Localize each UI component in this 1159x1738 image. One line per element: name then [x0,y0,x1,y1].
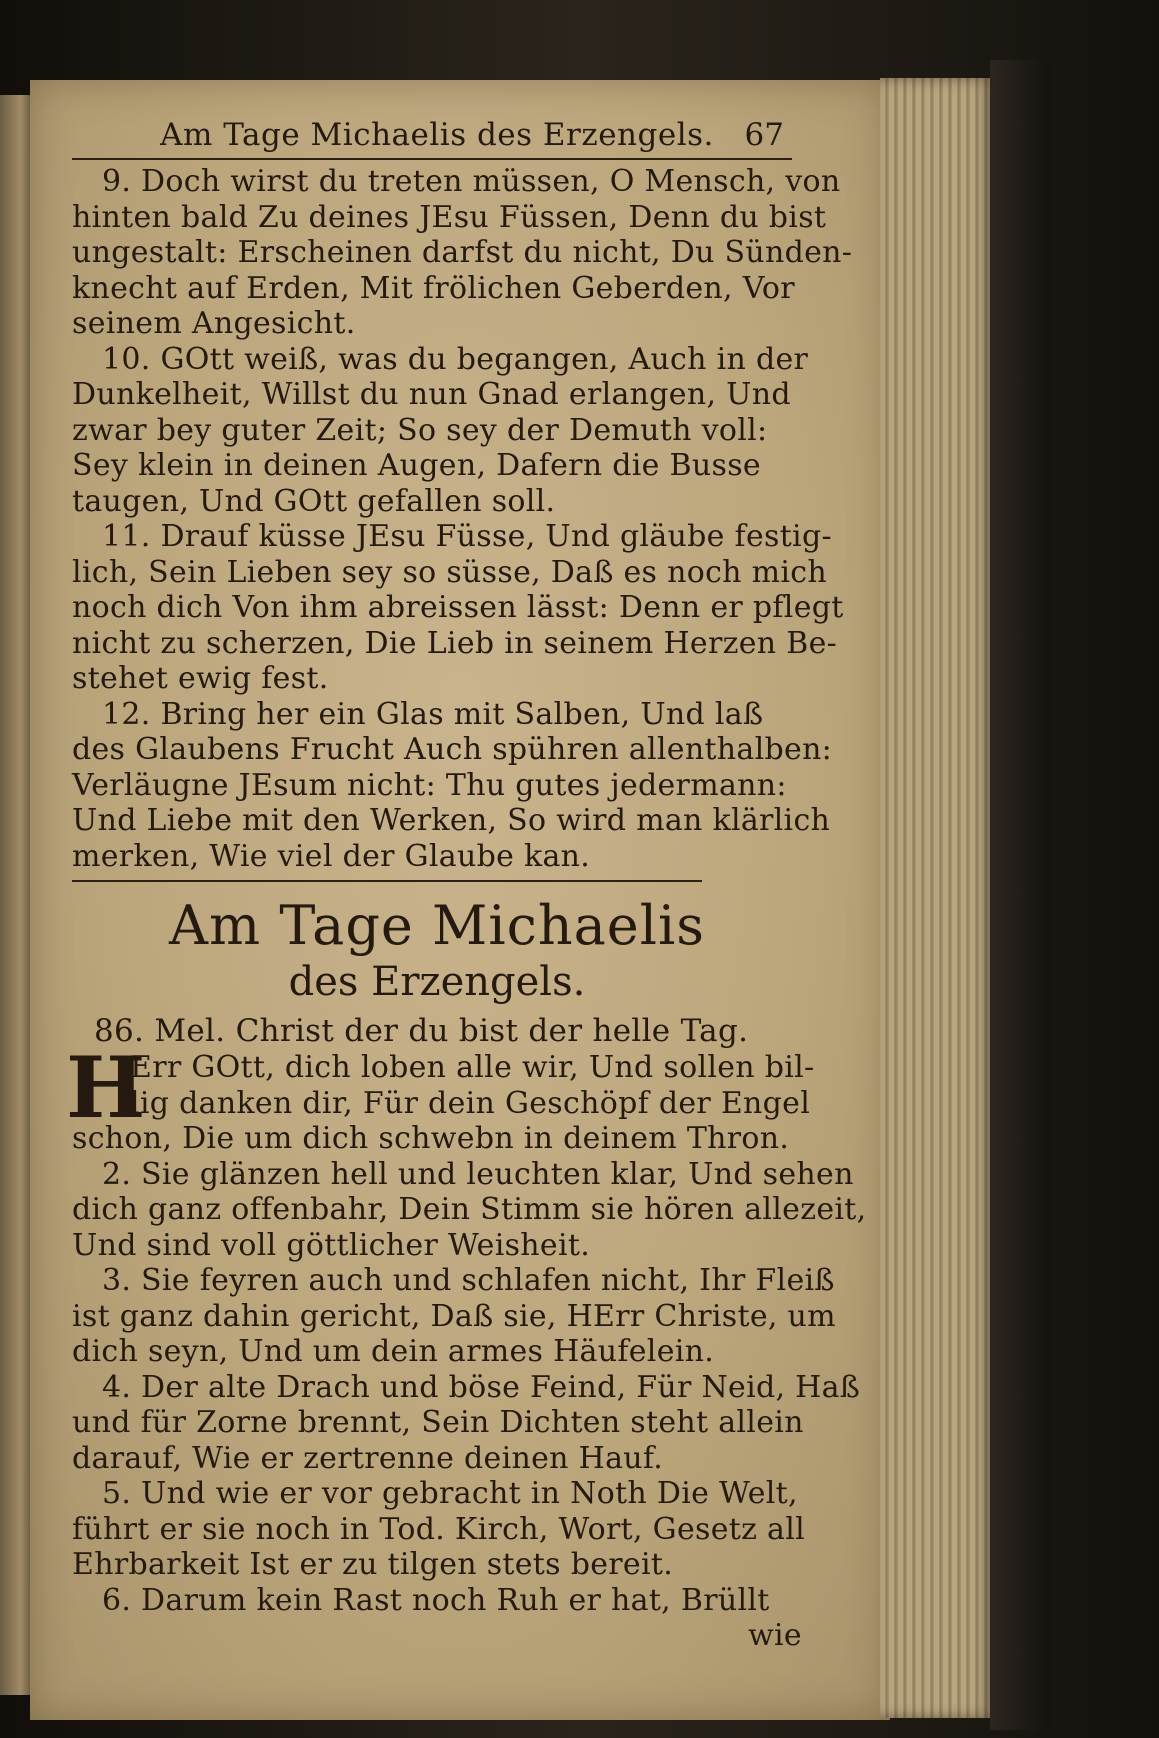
verse-line: seinem Angesicht. [72,306,356,341]
verse-line: führt er sie noch in Tod. Kirch, Wort, Gesetz all [72,1511,806,1547]
verse-2 [72,1156,867,1264]
verse-line: taugen, Und GOtt gefallen soll. [72,483,556,519]
verse-6 [72,1583,802,1619]
page-text [66,117,867,1654]
verse-3 [72,1263,836,1370]
verse-line: des Glaubens Frucht Auch spühren allenthalben: [72,732,833,767]
verse-line: schon, Die um dich schwebn in deinem Thron. [72,1121,790,1156]
verse-line: lich, Sein Lieben sey so süsse, Daß es noch mich [72,554,827,590]
melody-line: 86. Mel. Christ der du bist der helle Tag. [94,1013,749,1049]
verse-line: stehet ewig fest. [72,661,329,696]
verse-line: Und Liebe mit den Werken, So wird man klärlich [72,803,831,838]
catchword: wie [748,1618,802,1653]
verse-line: 9. Doch wirst du treten müssen, O Mensch, von [102,164,841,199]
verse-line: Sey klein in deinen Augen, Dafern die Busse [72,448,761,483]
verse-line: Verläugne JEsum nicht: Thu gutes jedermann: [72,767,787,803]
verse-line: 5. Und wie er vor gebracht in Noth Die Welt, [102,1476,798,1511]
verse-line: darauf, Wie er zertrenne deinen Hauf. [72,1440,664,1476]
verse-line: dich ganz offenbahr, Dein Stimm sie hören allezeit, [72,1192,867,1227]
verse-12 [72,696,833,875]
page-stack-edge [880,78,995,1718]
verse-10 [72,341,809,520]
verse-line: Und sind voll göttlicher Weisheit. [72,1227,591,1263]
verse-line: ist ganz dahin gericht, Daß sie, HErr Christe, um [72,1298,836,1334]
verse-line: 4. Der alte Drach und böse Feind, Für Neid, Haß [102,1369,861,1405]
verse-line: hinten bald Zu deines JEsu Füssen, Denn du bist [72,199,827,235]
verse-line: lig danken dir, Für dein Geschöpf der Engel [130,1085,811,1121]
running-head-title: Am Tage Michaelis des Erzengels. [160,117,714,153]
verse-line: nicht zu scherzen, Die Lieb in seinem Herzen Be- [72,625,838,661]
verse-line: 12. Bring her ein Glas mit Salben, Und laß [102,696,764,732]
section-rule [72,880,702,882]
section-subheading: des Erzengels. [288,959,586,1005]
verse-4 [72,1369,861,1477]
running-head [72,118,802,158]
verse-line: zwar bey guter Zeit; So sey der Demuth voll: [72,412,768,448]
verse-line: 2. Sie glänzen hell und leuchten klar, Und sehen [102,1156,854,1192]
verse-line: ungestalt: Erscheinen darfst du nicht, Du Sünden- [72,235,853,270]
verse-line: merken, Wie viel der Glaube kan. [72,838,591,874]
verse-5 [72,1476,806,1583]
verse-11 [72,519,844,697]
verse-1 [66,1038,815,1157]
book-cover-edge [990,60,1050,1730]
verse-line: Err GOtt, dich loben alle wir, Und sollen bil- [130,1050,815,1085]
verse-line: 3. Sie feyren auch und schlafen nicht, Ihr Fleiß [102,1263,835,1298]
verse-line: Ehrbarkeit Ist er zu tilgen stets bereit. [72,1547,674,1582]
verse-line: 6. Darum kein Rast noch Ruh er hat, Brüllt [102,1582,770,1618]
verse-line: und für Zorne brennt, Sein Dichten steht allein [72,1405,804,1440]
verse-line: Dunkelheit, Willst du nun Gnad erlangen, Und [72,377,791,412]
page-number: 67 [744,117,784,153]
section-heading: Am Tage Michaelis [168,894,706,957]
facing-page-edge [0,95,34,1695]
drop-cap: H [66,1038,146,1137]
verse-line: dich seyn, Und um dein armes Häufelein. [72,1334,715,1369]
verse-line: noch dich Von ihm abreissen lässt: Denn er pflegt [72,590,844,625]
header-rule [72,158,792,160]
verse-line: 11. Drauf küsse JEsu Füsse, Und gläube festig- [102,519,832,554]
verse-line: 10. GOtt weiß, was du begangen, Auch in der [102,341,809,377]
verse-9 [72,164,853,342]
verse-line: knecht auf Erden, Mit frölichen Geberden, Vor [72,270,795,306]
